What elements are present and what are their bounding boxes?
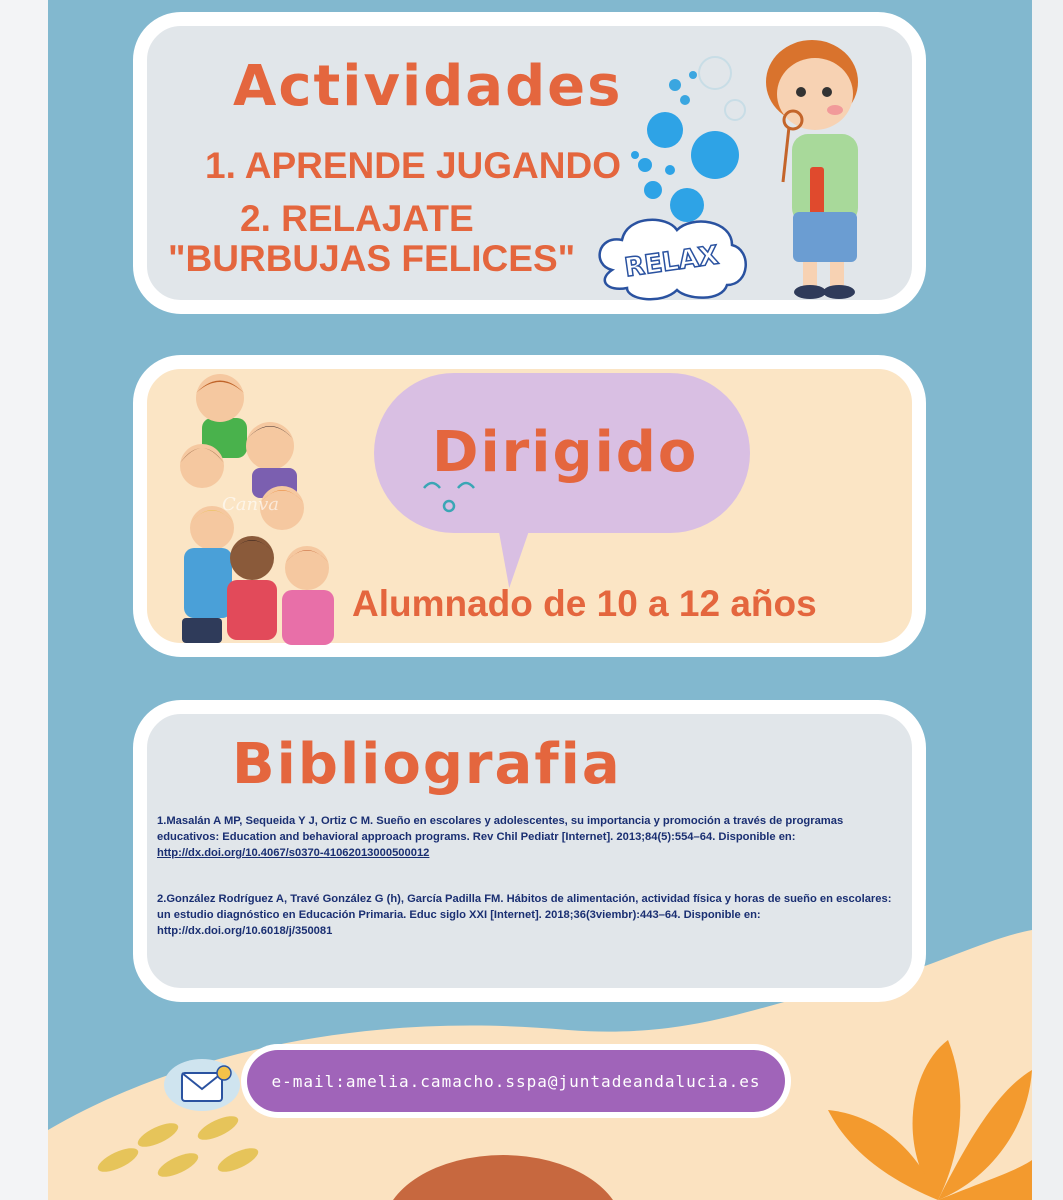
watermark-text: Canva <box>222 494 279 515</box>
email-envelope-icon <box>162 1055 242 1115</box>
dirigido-title: Dirigido <box>432 420 699 485</box>
reference-1-text: 1.Masalán A MP, Sequeida Y J, Ortiz C M. Sueño en escolares y adolescentes, su importancia y promoción a través de programas educativos: Education and behavioral approach programs. Rev Chil Pediatr [Internet]. 2013;84(5):554–64. Disponible en: <box>157 815 844 843</box>
relax-cloud-icon <box>592 210 752 305</box>
boy-blowing-bubbles-illustration <box>755 22 870 307</box>
email-pill[interactable] <box>247 1050 785 1112</box>
smile-face-icon <box>422 478 482 518</box>
reference-2: 2.González Rodríguez A, Travé González G (h), García Padilla FM. Hábitos de alimentación, actividad física y horas de sueño en escolares: un estudio diagnóstico en Educación Primaria. Educ siglo XXI [Internet]. 2018;36(3viembr):443–64. Disponible en: http://dx.doi.org/10.6018/j/350081 <box>157 893 892 937</box>
activity-item-2-subtitle: "BURBUJAS FELICES" <box>168 238 576 279</box>
side-margin <box>1032 0 1063 1200</box>
reference-1-link[interactable]: http://dx.doi.org/10.4067/s0370-41062013000500012 <box>157 847 430 859</box>
email-address[interactable]: e-mail:amelia.camacho.sspa@juntadeandalucia.es <box>271 1071 761 1091</box>
orange-leaf-decoration <box>828 1030 1032 1200</box>
activity-item-1: 1. APRENDE JUGANDO <box>205 145 621 186</box>
reference-1 <box>157 813 897 861</box>
audience-text: Alumnado de 10 a 12 años <box>352 583 817 624</box>
bibliografia-title: Bibliografia <box>232 732 622 797</box>
relax-text: RELAX <box>622 240 721 284</box>
activity-item-2: 2. RELAJATE <box>240 198 474 239</box>
actividades-title: Actividades <box>233 54 623 119</box>
children-group-illustration <box>172 368 347 648</box>
